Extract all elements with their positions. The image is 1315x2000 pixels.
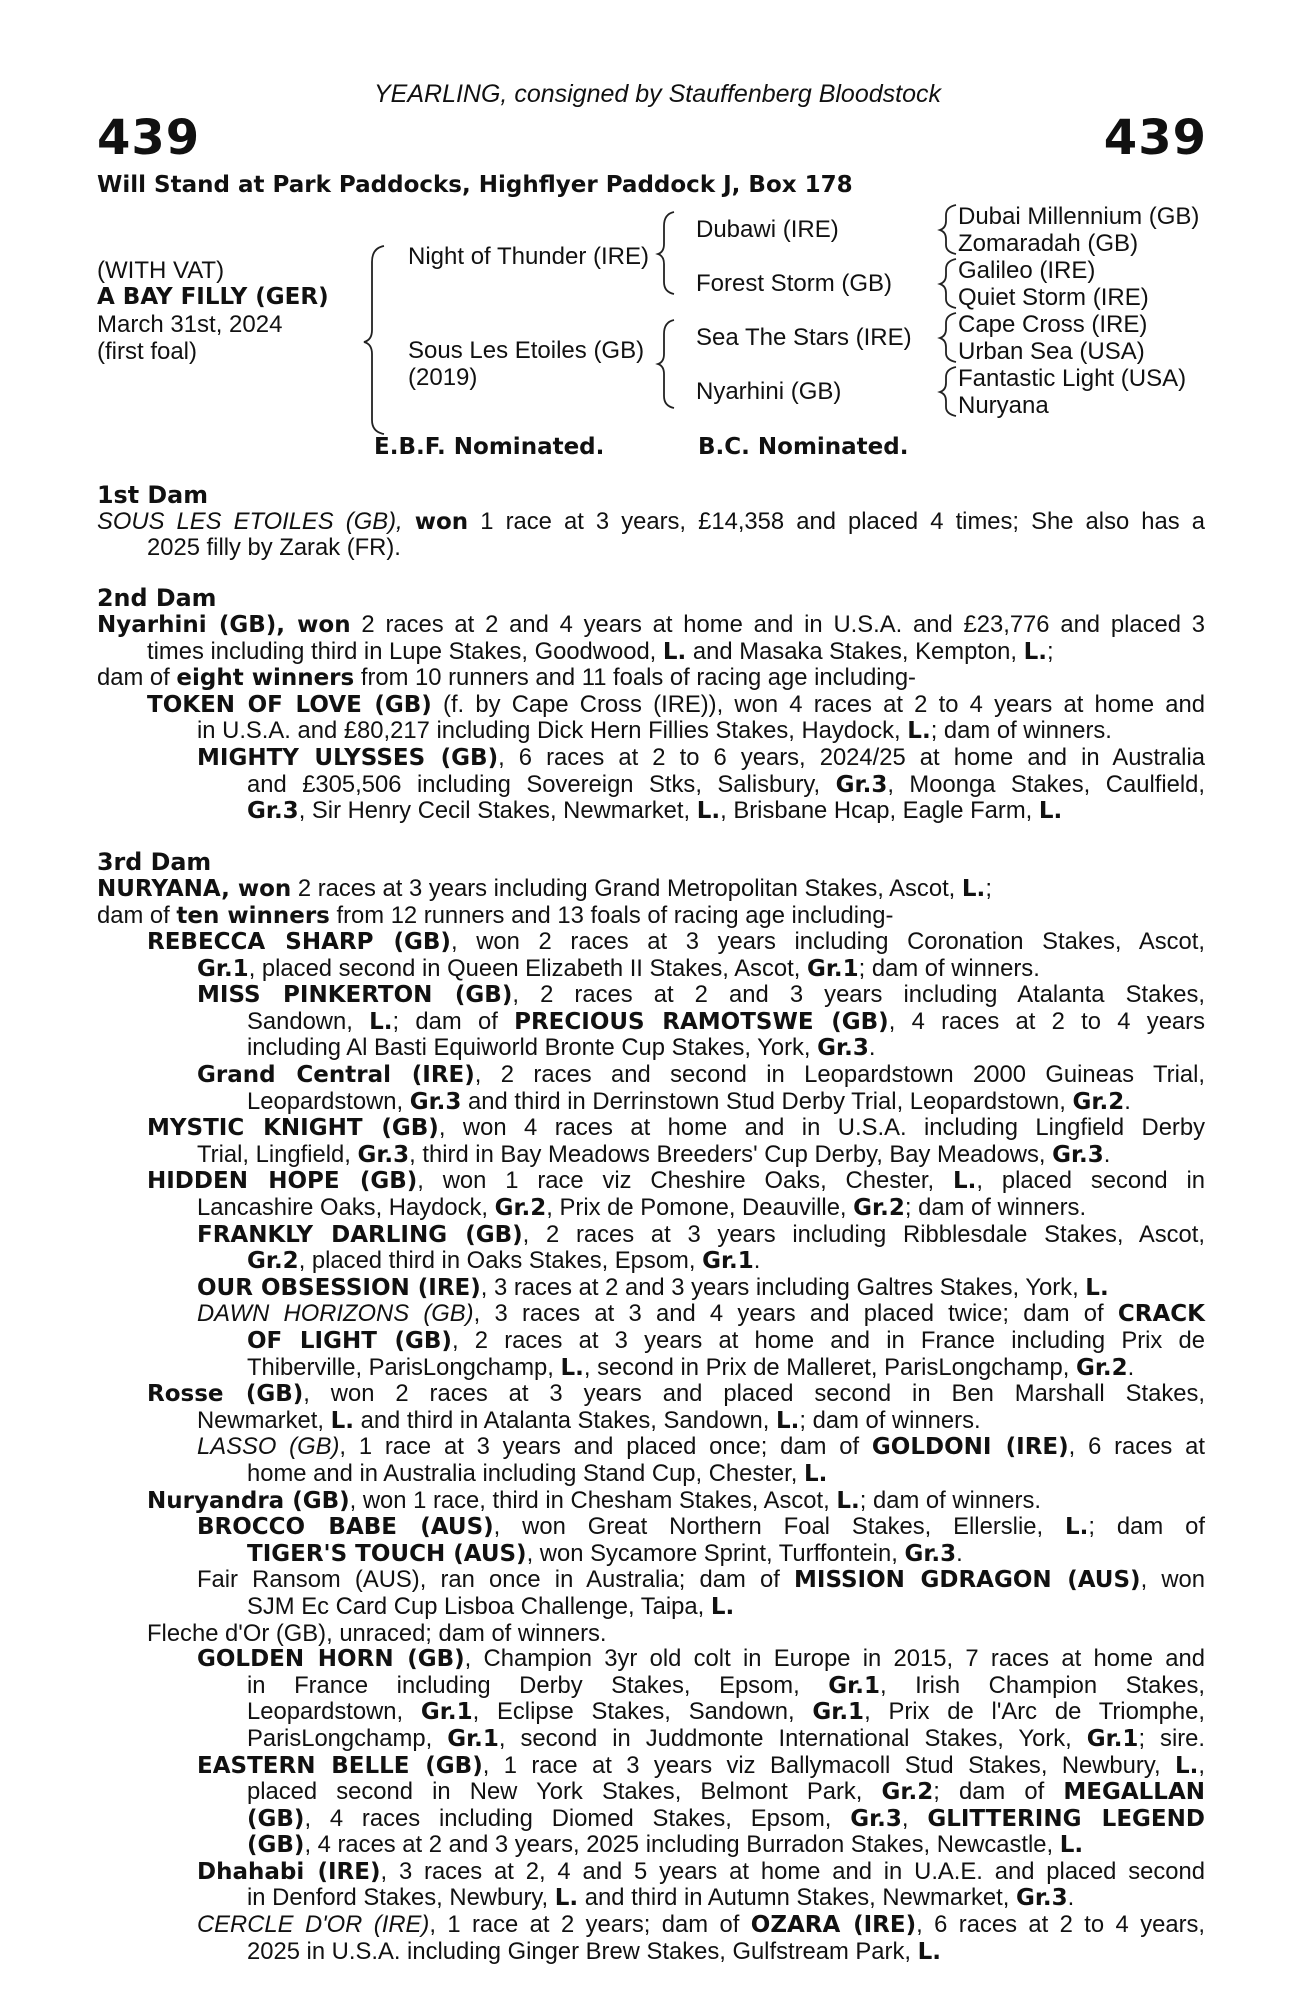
pedigree-sdd: Quiet Storm (IRE) <box>958 284 1149 311</box>
second-dam-line: dam of eight winners from 10 runners and 11 foals of racing age including- <box>97 664 916 692</box>
brace-sire-side <box>658 212 674 294</box>
third-dam-line: MISS PINKERTON (GB), 2 races at 2 and 3 years including Atalanta Stakes, <box>197 981 1205 1009</box>
pedigree-dam-dam: Nyarhini (GB) <box>696 378 842 405</box>
third-dam-line: HIDDEN HOPE (GB), won 1 race viz Cheshire Oaks, Chester, L., placed second in <box>147 1167 1205 1195</box>
third-dam-line: Dhahabi (IRE), 3 races at 2, 4 and 5 years at home and in U.A.E. and placed second <box>197 1857 1205 1885</box>
third-dam-line: in France including Derby Stakes, Epsom, Gr.1, Irish Champion Stakes, <box>247 1671 1206 1699</box>
brace-nyarhini <box>940 367 956 416</box>
pedigree-dam: Sous Les Etoiles (GB) <box>408 337 645 364</box>
third-dam-line: Leopardstown, Gr.1, Eclipse Stakes, Sandown, Gr.1, Prix de l'Arc de Triomphe, <box>247 1698 1205 1726</box>
third-dam-line: NURYANA, won 2 races at 3 years including Grand Metropolitan Stakes, Ascot, L.; <box>97 874 992 902</box>
third-dam-line: OF LIGHT (GB), 2 races at 3 years at home and in France including Prix de <box>247 1327 1205 1354</box>
first-dam-line: 2025 filly by Zarak (FR). <box>147 534 401 562</box>
third-dam-line: Newmarket, L. and third in Atalanta Stakes, Sandown, L.; dam of winners. <box>197 1406 981 1434</box>
third-dam-line: Fair Ransom (AUS), ran once in Australia; dam of MISSION GDRAGON (AUS), won <box>197 1566 1205 1594</box>
first-dam-heading: 1st Dam <box>97 481 208 509</box>
third-dam-line: in Denford Stakes, Newbury, L. and third in Autumn Stakes, Newmarket, Gr.3. <box>247 1884 1075 1912</box>
third-dam-line: placed second in New York Stakes, Belmont Park, Gr.2; dam of MEGALLAN <box>247 1778 1205 1806</box>
brace-sea-the-stars <box>940 313 956 362</box>
third-dam-line: Grand Central (IRE), 2 races and second in Leopardstown 2000 Guineas Trial, <box>197 1061 1205 1089</box>
third-dam-line: home and in Australia including Stand Cup, Chester, L. <box>247 1459 828 1487</box>
pedigree-sire-sire: Dubawi (IRE) <box>696 216 839 243</box>
third-dam-line: including Al Basti Equiworld Bronte Cup Stakes, York, Gr.3. <box>247 1034 876 1062</box>
third-dam-line: Nuryandra (GB), won 1 race, third in Chesham Stakes, Ascot, L.; dam of winners. <box>147 1486 1041 1514</box>
third-dam-line: Trial, Lingfield, Gr.3, third in Bay Meadows Breeders' Cup Derby, Bay Meadows, Gr.3. <box>197 1140 1111 1168</box>
produce-record <box>97 483 1205 1965</box>
pedigree-sire-dam: Forest Storm (GB) <box>696 270 893 297</box>
stand-location: Will Stand at Park Paddocks, Highflyer Paddock J, Box 178 <box>97 172 853 198</box>
third-dam-line: Thiberville, ParisLongchamp, L., second in Prix de Malleret, ParisLongchamp, Gr.2. <box>247 1353 1135 1381</box>
third-dam-line: DAWN HORIZONS (GB), 3 races at 3 and 4 years and placed twice; dam of CRACK <box>197 1300 1205 1328</box>
first-dam-line: SOUS LES ETOILES (GB), won 1 race at 3 years, £14,358 and placed 4 times; She also has a <box>97 507 1205 535</box>
third-dam-line: FRANKLY DARLING (GB), 2 races at 3 years including Ribblesdale Stakes, Ascot, <box>197 1220 1205 1248</box>
third-dam-line: REBECCA SHARP (GB), won 2 races at 3 years including Coronation Stakes, Ascot, <box>147 928 1205 956</box>
third-dam-line: Rosse (GB), won 2 races at 3 years and placed second in Ben Marshall Stakes, <box>147 1380 1205 1408</box>
third-dam-line: (GB), 4 races including Diomed Stakes, Epsom, Gr.3, GLITTERING LEGEND <box>247 1804 1205 1832</box>
third-dam-line: LASSO (GB), 1 race at 3 years and placed once; dam of GOLDONI (IRE), 6 races at <box>197 1433 1205 1461</box>
third-dam-line: Gr.1, placed second in Queen Elizabeth II Stakes, Ascot, Gr.1; dam of winners. <box>197 954 1040 982</box>
third-dam-line: OUR OBSESSION (IRE), 3 races at 2 and 3 years including Galtres Stakes, York, L. <box>197 1273 1109 1301</box>
third-dam-line: 2025 in U.S.A. including Ginger Brew Stakes, Gulfstream Park, L. <box>247 1937 941 1965</box>
second-dam-line: Gr.3, Sir Henry Cecil Stakes, Newmarket, L., Brisbane Hcap, Eagle Farm, L. <box>247 797 1063 825</box>
third-dam-line: dam of ten winners from 12 runners and 13 foals of racing age including- <box>97 901 894 929</box>
pedigree-ssd: Zomaradah (GB) <box>958 230 1139 257</box>
third-dam-line: CERCLE D'OR (IRE), 1 race at 2 years; dam of OZARA (IRE), 6 races at 2 to 4 years, <box>197 1911 1205 1939</box>
second-dam-line: times including third in Lupe Stakes, Goodwood, L. and Masaka Stakes, Kempton, L.; <box>147 637 1054 665</box>
brace-forest-storm <box>940 259 956 308</box>
pedigree-ddd: Nuryana <box>958 392 1049 419</box>
lot-number-right: 439 <box>1103 110 1207 166</box>
second-dam-line: Nyarhini (GB), won 2 races at 2 and 4 years at home and in U.S.A. and £23,776 and placed 3 <box>97 610 1205 638</box>
third-dam-line: Sandown, L.; dam of PRECIOUS RAMOTSWE (GB), 4 races at 2 to 4 years <box>247 1007 1205 1035</box>
third-dam-line: GOLDEN HORN (GB), Champion 3yr old colt in Europe in 2015, 7 races at home and <box>197 1645 1205 1673</box>
second-dam-line: and £305,506 including Sovereign Stks, Salisbury, Gr.3, Moonga Stakes, Caulfield, <box>247 770 1205 798</box>
third-dam-line: Leopardstown, Gr.3 and third in Derrinstown Stud Derby Trial, Leopardstown, Gr.2. <box>247 1087 1131 1115</box>
third-dam-line: ParisLongchamp, Gr.1, second in Juddmonte International Stakes, York, Gr.1; sire. <box>247 1724 1206 1752</box>
brace-dam-side <box>658 320 674 408</box>
pedigree-sire: Night of Thunder (IRE) <box>408 243 649 270</box>
consignor-subtitle: YEARLING, consigned by Stauffenberg Bloodstock <box>374 80 941 108</box>
brace-generation-1 <box>364 246 384 434</box>
brace-dubawi <box>940 205 956 254</box>
pedigree-dsd: Urban Sea (USA) <box>958 338 1145 365</box>
third-dam-line: Gr.2, placed third in Oaks Stakes, Epsom, Gr.1. <box>247 1247 761 1275</box>
second-dam-line: TOKEN OF LOVE (GB) (f. by Cape Cross (IRE)), won 4 races at 2 to 4 years at home and <box>147 690 1205 718</box>
pedigree-dam-year: (2019) <box>408 364 478 391</box>
third-dam-heading: 3rd Dam <box>97 848 212 877</box>
third-dam-line: Lancashire Oaks, Haydock, Gr.2, Prix de Pomone, Deauville, Gr.2; dam of winners. <box>197 1194 1087 1222</box>
pedigree-dam-sire: Sea The Stars (IRE) <box>696 324 912 351</box>
vat-note: (WITH VAT) <box>97 257 225 284</box>
horse-dob: March 31st, 2024 <box>97 311 283 338</box>
third-dam-line: SJM Ec Card Cup Lisboa Challenge, Taipa, L. <box>247 1592 735 1620</box>
second-dam-heading: 2nd Dam <box>97 584 217 613</box>
third-dam-line: Fleche d'Or (GB), unraced; dam of winners. <box>147 1619 607 1647</box>
pedigree-sds: Galileo (IRE) <box>958 257 1096 284</box>
pedigree-dds: Fantastic Light (USA) <box>958 365 1187 392</box>
second-dam-line: in U.S.A. and £80,217 including Dick Hern Fillies Stakes, Haydock, L.; dam of winners. <box>197 717 1112 745</box>
second-dam-line: MIGHTY ULYSSES (GB), 6 races at 2 to 6 years, 2024/25 at home and in Australia <box>197 743 1205 771</box>
lot-number-left: 439 <box>97 110 201 166</box>
horse-foal-note: (first foal) <box>97 338 198 365</box>
bc-nominated: B.C. Nominated. <box>698 434 909 460</box>
horse-name: A BAY FILLY (GER) <box>97 284 329 310</box>
pedigree-dss: Cape Cross (IRE) <box>958 311 1148 338</box>
third-dam-line: MYSTIC KNIGHT (GB), won 4 races at home and in U.S.A. including Lingfield Derby <box>147 1114 1205 1142</box>
third-dam-line: TIGER'S TOUCH (AUS), won Sycamore Sprint, Turffontein, Gr.3. <box>247 1539 963 1567</box>
third-dam-line: EASTERN BELLE (GB), 1 race at 3 years viz Ballymacoll Stud Stakes, Newbury, L., <box>197 1751 1205 1779</box>
third-dam-line: BROCCO BABE (AUS), won Great Northern Foal Stakes, Ellerslie, L.; dam of <box>197 1513 1205 1541</box>
pedigree-sss: Dubai Millennium (GB) <box>958 203 1200 230</box>
third-dam-line: (GB), 4 races at 2 and 3 years, 2025 including Burradon Stakes, Newcastle, L. <box>247 1831 1084 1859</box>
ebf-nominated: E.B.F. Nominated. <box>374 434 605 460</box>
